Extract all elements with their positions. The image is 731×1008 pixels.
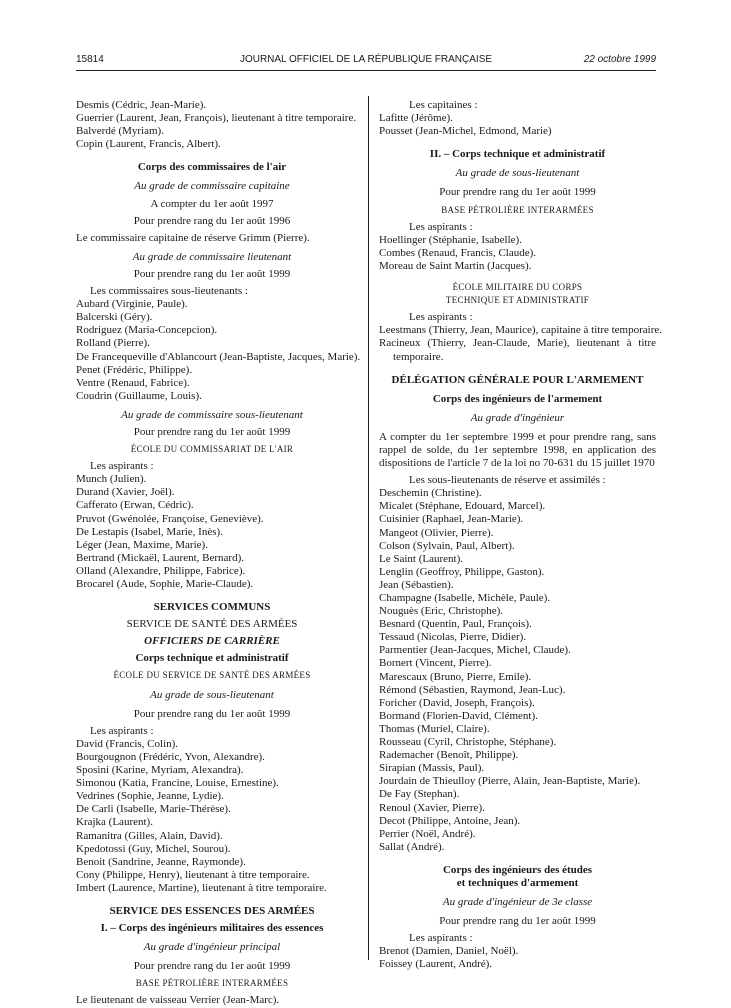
list-item: De Carli (Isabelle, Marie-Thérèse). [76,803,231,816]
list-item: Simonou (Katia, Francine, Louise, Ernestine). [76,777,279,790]
list-item: De Fay (Stephan). [379,788,460,801]
list-item: Olland (Alexandre, Philippe, Fabrice). [76,564,246,577]
list-item: De Francequeville d'Ablancourt (Jean-Baptiste, Jacques, Marie). [76,350,361,363]
grade-heading: Au grade de commissaire lieutenant [132,250,292,263]
rank-line: Pour prendre rang du 1er août 1999 [439,915,596,928]
list-item: Le Saint (Laurent). [379,552,463,565]
list-item: Rémond (Sébastien, Raymond, Jean-Luc). [379,683,566,696]
school-heading: ÉCOLE DU COMMISSARIAT DE L'AIR [130,444,294,455]
list-item: Aubard (Virginie, Paule). [76,298,188,311]
paragraph: A compter du 1er septembre 1999 et pour prendre rang, sans rappel de solde, du 1er septembre 1998, en application des dispositions de l'article 7 de la loi no 70-631 du 15 juillet 1970 [379,430,656,470]
rank-line: Pour prendre rang du 1er août 1999 [133,960,291,973]
list-item: Thomas (Muriel, Claire). [379,722,490,735]
list-item: Leestmans (Thierry, Jean, Maurice), capitaine à titre temporaire. [379,324,663,337]
school-heading: ÉCOLE MILITAIRE DU CORPS [452,282,583,293]
list-item: Deschemin (Christine). [379,487,482,500]
list-item: Rolland (Pierre). [76,337,150,350]
list-item: Brocarel (Aude, Sophie, Marie-Claude). [76,578,254,590]
date-line: A compter du 1er août 1997 [150,197,274,210]
list-item: Kpedotossi (Guy, Michel, Sourou). [76,842,231,855]
list-item: Rousseau (Cyril, Christophe, Stéphane). [379,736,557,749]
rank-line: Pour prendre rang du 1er août 1999 [133,707,291,720]
page-header [76,53,656,67]
list-item: Tessaud (Nicolas, Pierre, Didier). [379,631,527,644]
list-item: Mangeot (Olivier, Pierre). [379,526,494,539]
list-item: Vedrines (Sophie, Jeanne, Lydie). [76,790,224,803]
page-number: 15814 [76,54,104,65]
list-item: Benoit (Sandrine, Jeanne, Raymonde). [76,855,246,868]
list-item: Sirapian (Massis, Paul). [379,762,485,775]
list-item: Combes (Renaud, Francis, Claude). [379,246,537,259]
list-item: Sposini (Karine, Myriam, Alexandra). [76,764,244,777]
rank-line: Pour prendre rang du 1er août 1999 [133,267,291,280]
list-item: Marescaux (Bruno, Pierre, Emile). [379,670,532,683]
list-item: Ramanitra (Gilles, Alain, David). [76,829,223,842]
section-heading: OFFICIERS DE CARRIÈRE [144,635,280,648]
list-item: Desmis (Cédric, Jean-Marie). [76,99,207,111]
list-item: Durand (Xavier, Joël). [76,486,175,499]
list-item: Sallat (André). [379,840,445,853]
list-item: Decot (Philippe, Antoine, Jean). [379,814,521,827]
list-item: Pousset (Jean-Michel, Edmond, Marie) [379,125,552,138]
list-item: De Lestapis (Isabel, Marie, Inès). [76,525,223,538]
school-heading: ÉCOLE DU SERVICE DE SANTÉ DES ARMÉES [113,670,311,681]
list-item: Bornert (Vincent, Pierre). [379,657,492,670]
list-intro: Les sous-lieutenants de réserve et assimilés : [409,474,606,487]
list-intro: Les aspirants : [90,724,154,737]
list-item: Le commissaire capitaine de réserve Grimm (Pierre). [76,231,310,244]
list-item: Bertrand (Mickaël, Laurent, Bernard). [76,551,244,564]
list-item: Penet (Frédéric, Philippe). [76,363,193,376]
grade-heading: Au grade de sous-lieutenant [455,167,580,180]
list-item: Coudrin (Guillaume, Louis). [76,389,202,402]
list-item: Racineux (Thierry, Jean-Claude, Marie), lieutenant à titre temporaire. [379,337,656,363]
section-heading: I. – Corps des ingénieurs militaires des essences [100,922,324,935]
list-item: Nouguès (Eric, Christophe). [379,605,504,618]
grade-heading: Au grade d'ingénieur [470,411,565,424]
list-item: Jourdain de Thieulloy (Pierre, Alain, Jean-Baptiste, Marie). [379,775,641,788]
list-item: Micalet (Stéphane, Edouard, Marcel). [379,500,546,513]
grade-heading: Au grade de sous-lieutenant [150,688,274,701]
list-intro: Les aspirants : [409,932,473,945]
section-heading: Corps des commissaires de l'air [137,161,287,174]
header-rule [76,70,656,71]
section-heading: DÉLÉGATION GÉNÉRALE POUR L'ARMEMENT [391,373,644,386]
list-item: Copin (Laurent, Francis, Albert). [76,138,221,151]
list-item: Munch (Julien). [76,473,147,486]
list-intro: Les aspirants : [409,220,473,233]
list-item: Brenot (Damien, Daniel, Noël). [379,945,519,958]
base-heading: BASE PÉTROLIÈRE INTERARMÉES [135,978,289,989]
left-column [76,99,361,1008]
grade-heading: Au grade d'ingénieur principal [143,941,281,954]
list-item: Rademacher (Benoît, Philippe). [379,749,519,762]
list-item: Hoellinger (Stéphanie, Isabelle). [379,233,522,246]
list-item: Le lieutenant de vaisseau Verrier (Jean-Marc). [76,994,280,1007]
list-item: Léger (Jean, Maxime, Marie). [76,538,208,551]
list-item: Rodriguez (Maria-Concepcion). [76,324,218,337]
right-column [379,99,663,972]
base-heading: BASE PÉTROLIÈRE INTERARMÉES [441,204,594,215]
list-item: Moreau de Saint Martin (Jacques). [379,259,532,272]
grade-heading: Au grade d'ingénieur de 3e classe [442,896,593,909]
list-item: Renoul (Xavier, Pierre). [379,801,485,814]
list-item: Pruvot (Gwénolée, Françoise, Geneviève). [76,512,264,525]
list-item: Parmentier (Jean-Jacques, Michel, Claude). [379,644,571,657]
list-item: Guerrier (Laurent, Jean, François), lieutenant à titre temporaire. [76,112,357,125]
section-heading: II. – Corps technique et administratif [429,148,606,161]
journal-title: JOURNAL OFFICIEL DE LA RÉPUBLIQUE FRANÇAISE [239,54,493,65]
list-item: Foricher (David, Joseph, François). [379,696,535,709]
list-item: Bourgougnon (Frédéric, Yvon, Alexandre). [76,750,265,763]
rank-line: Pour prendre rang du 1er août 1999 [439,186,596,199]
rank-line: Pour prendre rang du 1er août 1999 [133,425,291,438]
list-item: Cafferato (Erwan, Cédric). [76,499,194,512]
list-item: Lenglin (Geoffroy, Philippe, Gaston). [379,565,545,578]
list-item: David (Francis, Colin). [76,737,179,750]
service-heading: SERVICE DE SANTÉ DES ARMÉES [126,618,298,631]
section-heading: Corps des ingénieurs des études [442,863,593,876]
list-intro: Les aspirants : [409,311,473,324]
list-item: Imbert (Laurence, Martine), lieutenant à titre temporaire. [76,881,327,894]
section-heading: SERVICE DES ESSENCES DES ARMÉES [109,904,315,917]
list-item: Champagne (Isabelle, Michèle, Paule). [379,592,551,604]
issue-date: 22 octobre 1999 [583,54,656,65]
school-heading: TECHNIQUE ET ADMINISTRATIF [445,295,590,306]
list-item: Besnard (Quentin, Paul, François). [379,618,532,631]
list-item: Cony (Philippe, Henry), lieutenant à titre temporaire. [76,868,310,881]
list-intro: Les commissaires sous-lieutenants : [90,285,248,298]
section-heading: Corps technique et administratif [135,652,289,665]
list-item: Bormand (Florien-David, Clément). [379,709,538,722]
list-item: Lafitte (Jérôme). [379,112,453,125]
list-item: Balverdé (Myriam). [76,125,164,138]
list-item: Krajka (Laurent). [76,816,153,829]
section-heading: SERVICES COMMUNS [153,601,271,614]
section-heading: Corps des ingénieurs de l'armement [432,392,603,405]
list-intro: Les aspirants : [90,460,154,473]
grade-heading: Au grade de commissaire capitaine [134,180,290,193]
section-heading: et techniques d'armement [456,876,579,889]
list-item: Perrier (Noël, André). [379,827,476,840]
list-intro: Les capitaines : [409,99,478,111]
list-item: Ventre (Renaud, Fabrice). [76,376,190,389]
list-item: Colson (Sylvain, Paul, Albert). [379,539,515,552]
list-item: Foissey (Laurent, André). [379,958,493,971]
grade-heading: Au grade de commissaire sous-lieutenant [121,408,303,421]
column-divider [368,96,369,960]
list-item: Jean (Sébastien). [379,578,454,591]
list-item: Balcerski (Géry). [76,311,153,324]
rank-line: Pour prendre rang du 1er août 1996 [133,214,291,227]
list-item: Cuisinier (Raphael, Jean-Marie). [379,513,524,526]
